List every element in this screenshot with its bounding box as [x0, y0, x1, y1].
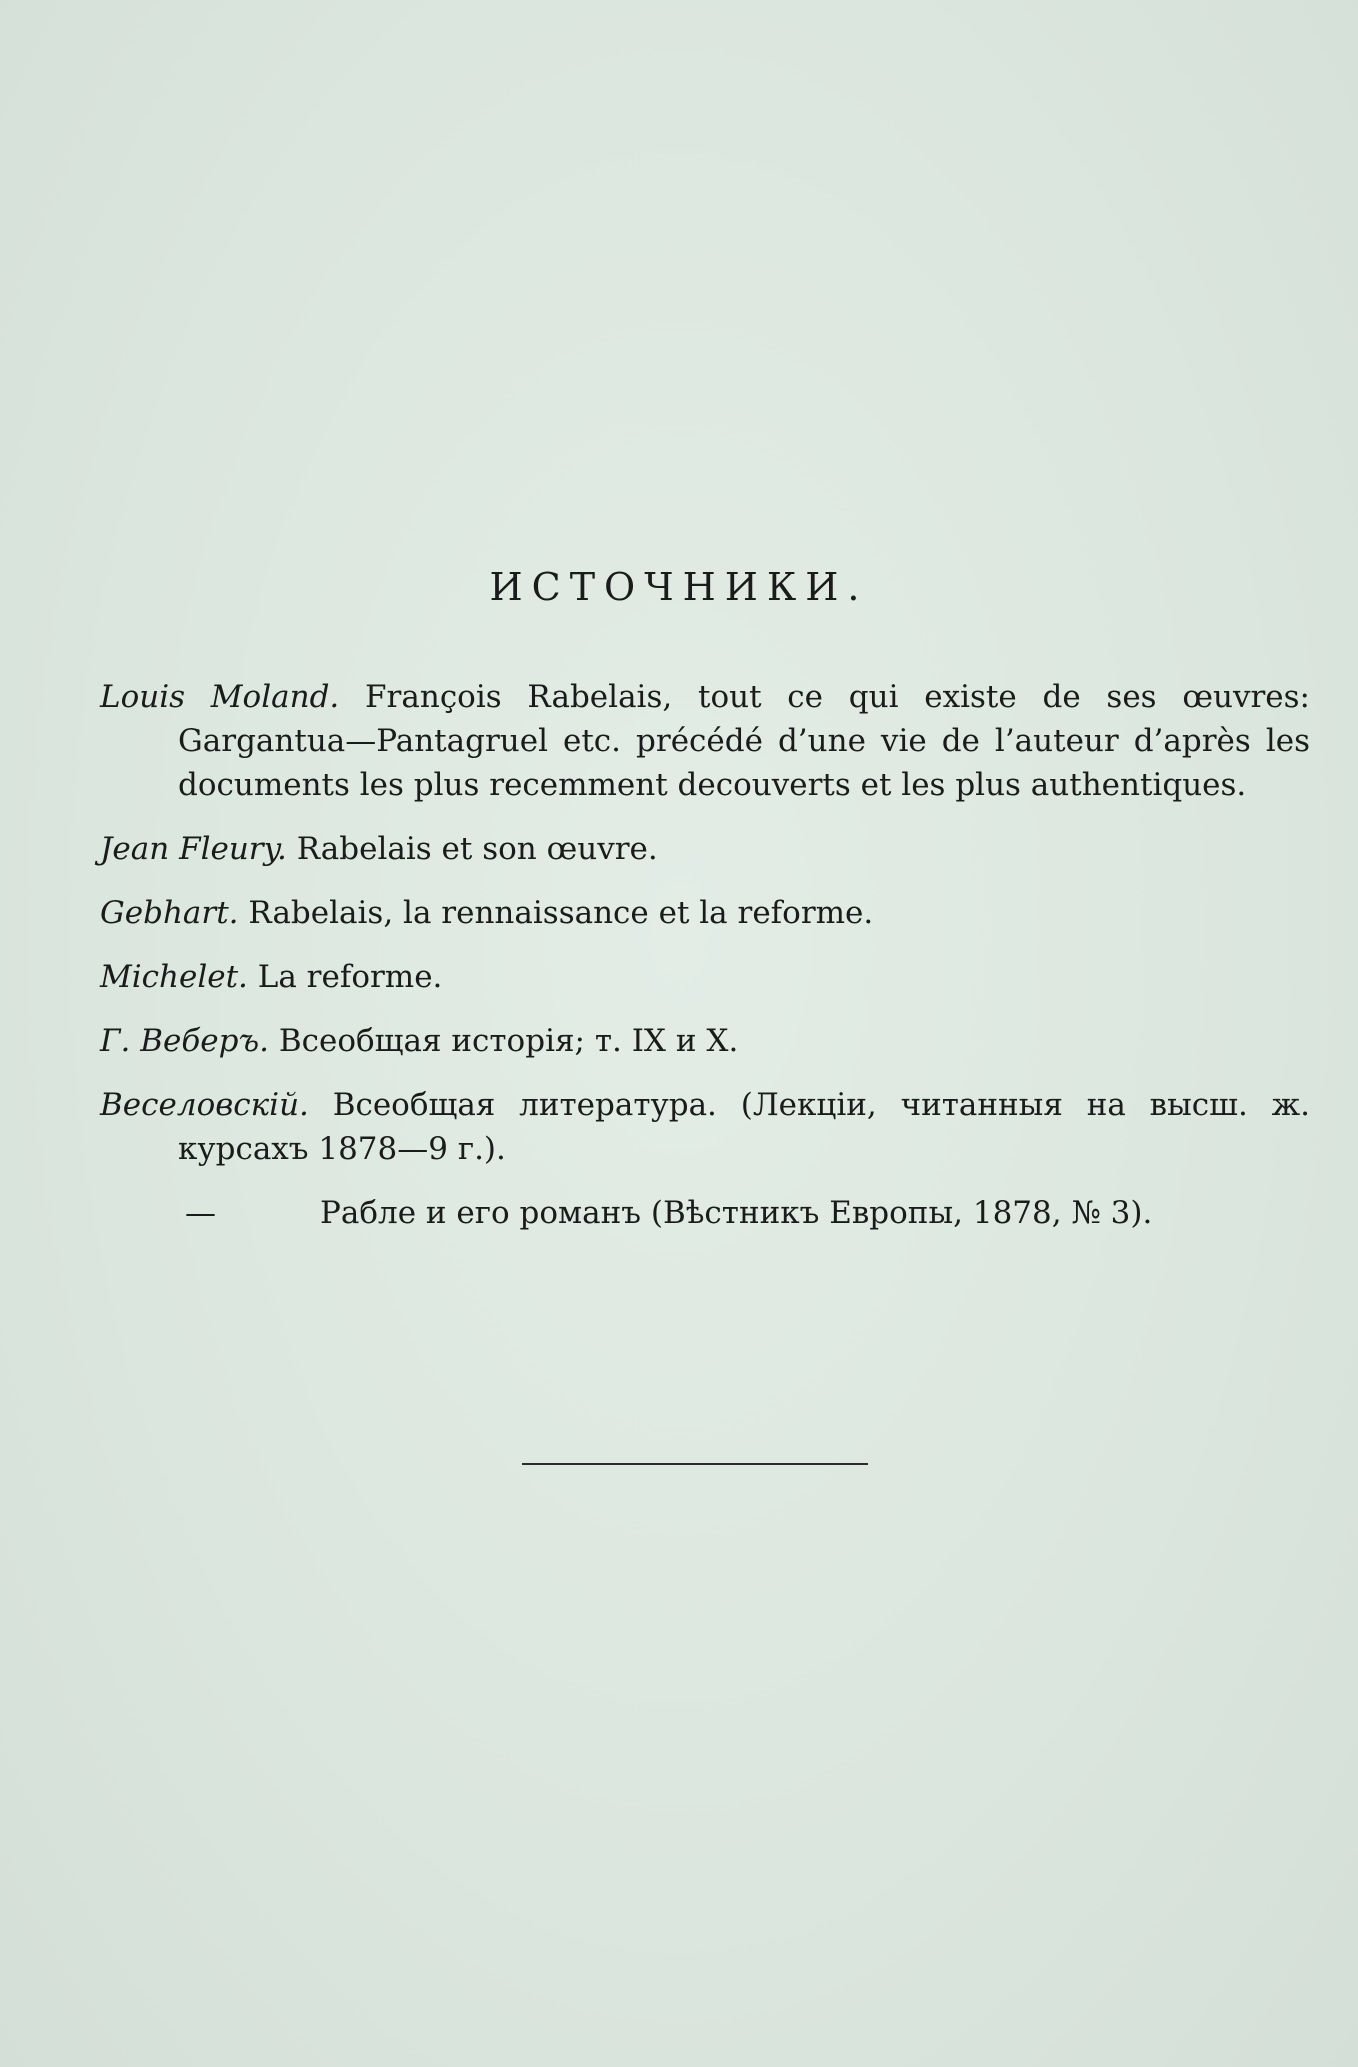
closing-rule	[522, 1463, 868, 1465]
source-entry-gebhart	[100, 891, 1310, 935]
source-entry-veselovsky	[100, 1083, 1310, 1171]
entry-author: Louis Moland.	[100, 679, 340, 715]
source-entry-moland	[100, 675, 1310, 807]
source-entry-weber	[100, 1019, 1310, 1063]
entry-author: Michelet.	[100, 959, 248, 995]
entry-author: Веселовскій.	[100, 1087, 309, 1123]
entry-text: Всеобщая литература. (Лекціи, читанныя на высш. ж. курсахъ 1878—9 г.).	[178, 1087, 1310, 1167]
entry-author: Jean Fleury.	[100, 831, 287, 867]
entry-text: Rabelais, la rennaissance et la reforme.	[238, 895, 874, 931]
source-entry-michelet	[100, 955, 1310, 999]
entry-author: Г. Веберъ.	[100, 1023, 269, 1059]
ditto-dash: —	[185, 1195, 216, 1231]
entry-text: Всеобщая исторія; т. IX и X.	[269, 1023, 739, 1059]
entry-text: François Rabelais, tout ce qui existe de ses œuvres: Gargantua—Pantagruel etc. précédé d’une vie de l’auteur d’après les documents les plus recemment decouverts et les plus authentiques.	[178, 679, 1311, 803]
source-entry-veselovsky-rabelais	[100, 1191, 1310, 1235]
sources-list	[100, 675, 1310, 1235]
entry-text: Рабле и его романъ (Вѣстникъ Европы, 1878, № 3).	[320, 1195, 1153, 1231]
entry-text: Rabelais et son œuvre.	[286, 831, 658, 867]
entry-text: La reforme.	[247, 959, 443, 995]
page-title: ИСТОЧНИКИ.	[489, 565, 869, 609]
source-entry-fleury	[100, 827, 1310, 871]
entry-author: Gebhart.	[100, 895, 239, 931]
